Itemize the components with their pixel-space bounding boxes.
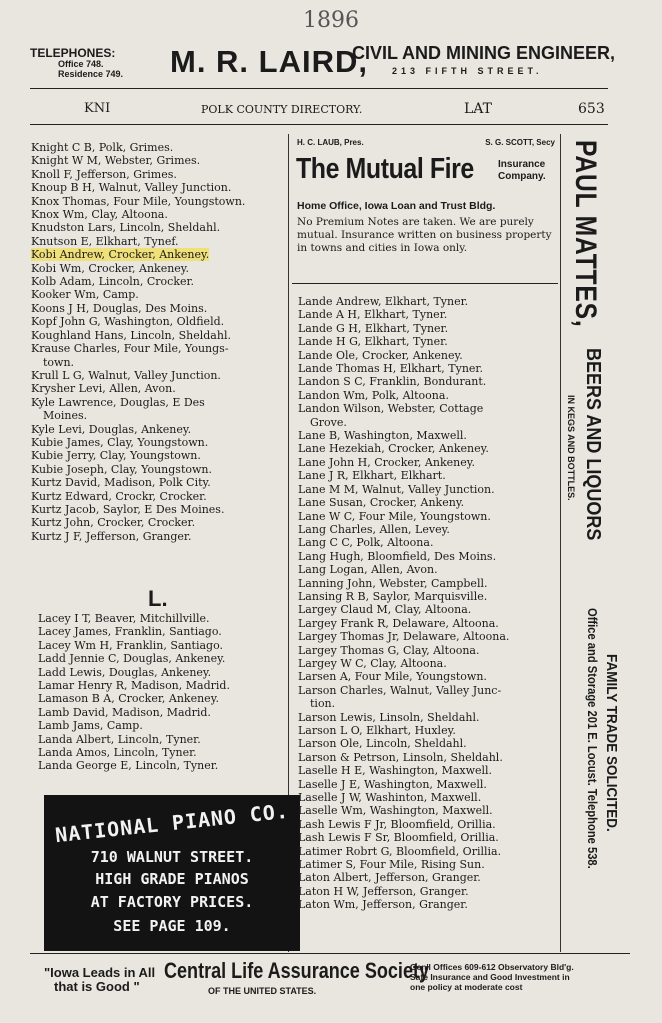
- directory-entry: Largey Claud M, Clay, Altoona.: [298, 603, 472, 617]
- central-life-offices: [410, 962, 574, 992]
- mutual-officers: [297, 138, 555, 147]
- directory-entry: tion.: [310, 697, 336, 711]
- residence-phone: Residence 749.: [58, 69, 124, 79]
- directory-entry: Lane M M, Walnut, Valley Junction.: [298, 482, 495, 496]
- directory-entry: Koughland Hans, Lincoln, Sheldahl.: [31, 328, 231, 342]
- directory-entry: Lacey James, Franklin, Santiago.: [38, 625, 222, 639]
- directory-entry: Kyle Levi, Douglas, Ankeney.: [31, 422, 192, 436]
- directory-entry: Lash Lewis F Sr, Bloomfield, Orillia.: [298, 831, 499, 845]
- left-column-l: [38, 612, 290, 773]
- directory-entry: Kurtz John, Crocker, Crocker.: [31, 516, 196, 530]
- piano-ad-line2: HIGH GRADE PIANOS: [95, 870, 249, 888]
- directory-entry: Latimer S, Four Mile, Rising Sun.: [298, 858, 485, 872]
- directory-entry: Lang C C, Polk, Altoona.: [298, 536, 434, 550]
- directory-entry: Lane B, Washington, Maxwell.: [298, 429, 467, 443]
- mutual-home-office: Home Office, Iowa Loan and Trust Bldg.: [297, 200, 496, 212]
- slogan-line2: that is Good ": [54, 979, 140, 994]
- laird-telephones: [30, 47, 123, 79]
- section-heading-l: L.: [148, 586, 168, 611]
- piano-ad-line1: 710 WALNUT STREET.: [90, 848, 254, 866]
- directory-entry: Knox Thomas, Four Mile, Youngstown.: [31, 194, 246, 208]
- directory-entry: Larson Lewis, Linsoln, Sheldahl.: [298, 710, 480, 724]
- directory-entry: Latimer Robrt G, Bloomfield, Orillia.: [298, 844, 502, 858]
- directory-entry: Lamb Jams, Camp.: [38, 719, 143, 733]
- directory-entry: Larson & Petrson, Linsoln, Sheldahl.: [298, 750, 503, 764]
- national-piano-ad: [44, 795, 300, 951]
- directory-entry: Largey Frank R, Delaware, Altoona.: [298, 616, 499, 630]
- directory-entry: Landa Albert, Lincoln, Tyner.: [38, 732, 201, 746]
- directory-entry: Kurtz J F, Jefferson, Granger.: [31, 529, 192, 543]
- header-center: POLK COUNTY DIRECTORY.: [201, 103, 363, 116]
- header-rule: [30, 124, 608, 125]
- directory-entry: [31, 248, 289, 261]
- directory-entry: Krysher Levi, Allen, Avon.: [31, 382, 176, 396]
- directory-entry: Kurtz Jacob, Saylor, E Des Moines.: [31, 502, 225, 516]
- ad-divider: [560, 134, 561, 952]
- directory-entry: Larson L O, Elkhart, Huxley.: [298, 724, 456, 737]
- year-label: 1896: [303, 8, 359, 33]
- directory-entry: Knight W M, Webster, Grimes.: [31, 154, 201, 168]
- directory-entry: Kubie James, Clay, Youngstown.: [31, 435, 209, 449]
- directory-entry: Lande H G, Elkhart, Tyner.: [298, 335, 448, 349]
- directory-entry: Lamb David, Madison, Madrid.: [38, 705, 211, 719]
- mutual-rule: [292, 283, 558, 284]
- header-right: LAT: [464, 101, 492, 117]
- directory-entry: Krull L G, Walnut, Valley Junction.: [31, 368, 221, 382]
- mutual-company-word: Company.: [498, 171, 546, 182]
- slogan-line1: "Iowa Leads in All: [44, 965, 156, 980]
- mattes-product: BEERS AND LIQUORS: [582, 348, 604, 541]
- directory-entry: Laton Albert, Jefferson, Granger.: [298, 871, 481, 885]
- directory-entry: Lane John H, Crocker, Ankeney.: [298, 455, 475, 469]
- directory-entry: Lane Susan, Crocker, Ankeny.: [298, 496, 465, 510]
- directory-entry: Lande A H, Elkhart, Tyner.: [298, 308, 448, 322]
- mutual-company-label: [498, 159, 546, 183]
- directory-entry: Knight C B, Polk, Grimes.: [31, 141, 174, 154]
- bottom-rule: [30, 953, 630, 954]
- directory-entry: Kobi Wm, Crocker, Ankeney.: [31, 261, 190, 275]
- directory-entry: Kolb Adam, Lincoln, Crocker.: [31, 275, 195, 289]
- directory-entry: Larson Charles, Walnut, Valley Junc-: [298, 683, 502, 697]
- directory-entry: Koons J H, Douglas, Des Moins.: [31, 301, 208, 315]
- central-life-gen3: one policy at moderate cost: [410, 982, 523, 992]
- directory-entry: Lamason B A, Crocker, Ankeney.: [38, 692, 219, 706]
- directory-entry: Lane Hezekiah, Crocker, Ankeney.: [298, 442, 489, 456]
- directory-entry: Lande Thomas H, Elkhart, Tyner.: [298, 362, 483, 376]
- directory-entry: Knoll F, Jefferson, Grimes.: [31, 167, 177, 181]
- central-life-of: OF THE UNITED STATES.: [208, 986, 317, 996]
- directory-entry: Laton Wm, Jefferson, Granger.: [298, 898, 468, 912]
- directory-entry: Ladd Jennie C, Douglas, Ankeney.: [38, 652, 226, 666]
- directory-entry: Landon Wm, Polk, Altoona.: [298, 388, 449, 402]
- piano-ad-title: NATIONAL PIANO CO.: [54, 798, 290, 848]
- directory-entry: Knudston Lars, Lincoln, Sheldahl.: [31, 221, 221, 235]
- directory-entry: Landa George E, Lincoln, Tyner.: [38, 759, 219, 773]
- directory-entry: Lansing R B, Saylor, Marquisville.: [298, 589, 488, 603]
- telephones-label: TELEPHONES:: [30, 46, 116, 60]
- directory-entry: Kurtz Edward, Crockr, Crocker.: [31, 489, 207, 503]
- directory-entry: Largey Thomas G, Clay, Altoona.: [298, 643, 480, 657]
- top-rule: [30, 88, 608, 89]
- directory-entry: Knoup B H, Walnut, Valley Junction.: [31, 181, 232, 195]
- directory-entry: Lacey I T, Beaver, Mitchillville.: [38, 612, 210, 625]
- directory-entry: Grove.: [310, 415, 347, 429]
- central-life-name: Central Life Assurance Society: [164, 958, 430, 983]
- directory-entry: Larsen A, Four Mile, Youngstown.: [298, 670, 487, 684]
- directory-entry: Kubie Jerry, Clay, Youngstown.: [31, 449, 201, 463]
- mattes-packaging: IN KEGS AND BOTTLES.: [566, 395, 576, 501]
- directory-entry: Kyle Lawrence, Douglas, E Des: [31, 395, 205, 409]
- directory-entry: Moines.: [43, 409, 88, 423]
- mutual-body: No Premium Notes are taken. We are purely mutual. Insurance written on business property in towns and cities in Iowa only.: [297, 216, 552, 254]
- directory-entry: Krause Charles, Four Mile, Youngs-: [31, 342, 229, 356]
- directory-entry: Lang Hugh, Bloomfield, Des Moins.: [298, 549, 497, 563]
- office-phone: Office 748.: [58, 59, 104, 69]
- directory-entry: Landon S C, Franklin, Bondurant.: [298, 375, 487, 389]
- directory-entry: Kubie Joseph, Clay, Youngstown.: [31, 462, 212, 476]
- mattes-trade: FAMILY TRADE SOLICITED.: [603, 654, 620, 832]
- directory-entry: Lamar Henry R, Madison, Madrid.: [38, 679, 230, 693]
- directory-entry: Lang Logan, Allen, Avon.: [298, 563, 438, 577]
- directory-entry: Lane W C, Four Mile, Youngstown.: [298, 509, 491, 523]
- directory-entry: Lanning John, Webster, Campbell.: [298, 576, 488, 590]
- directory-entry: Lande Ole, Crocker, Ankeney.: [298, 348, 463, 362]
- directory-entry: Laton H W, Jefferson, Granger.: [298, 884, 469, 898]
- directory-entry: Lacey Wm H, Franklin, Santiago.: [38, 638, 224, 652]
- highlighted-entry: Kobi Andrew, Crocker, Ankeney.: [31, 248, 210, 262]
- piano-ad-line4: SEE PAGE 109.: [113, 917, 231, 935]
- directory-entry: Lang Charles, Allen, Levey.: [298, 522, 450, 536]
- page-number: 653: [578, 101, 605, 117]
- central-life-slogan: [44, 966, 155, 994]
- directory-entry: Laselle J W, Washinton, Maxwell.: [298, 791, 482, 805]
- directory-entry: town.: [43, 355, 75, 369]
- mattes-name: PAUL MATTES,: [569, 140, 602, 328]
- directory-entry: Laselle J E, Washington, Maxwell.: [298, 777, 487, 791]
- directory-entry: Largey Thomas Jr, Delaware, Altoona.: [298, 630, 510, 644]
- piano-ad-line3: AT FACTORY PRICES.: [90, 893, 254, 911]
- directory-entry: Knox Wm, Clay, Altoona.: [31, 208, 168, 222]
- laird-address: 213 FIFTH STREET.: [392, 66, 543, 76]
- directory-entry: Laselle H E, Washington, Maxwell.: [298, 764, 493, 778]
- mutual-president: H. C. LAUB, Pres.: [297, 138, 364, 147]
- mattes-office: Office and Storage 201 E. Locust. Telephone 538.: [585, 608, 600, 869]
- directory-entry: Largey W C, Clay, Altoona.: [298, 656, 447, 670]
- directory-entry: Larson Ole, Lincoln, Sheldahl.: [298, 737, 467, 751]
- directory-entry: Lande G H, Elkhart, Tyner.: [298, 321, 449, 335]
- mutual-insurance-word: Insurance: [498, 159, 546, 170]
- laird-profession: CIVIL AND MINING ENGINEER,: [352, 43, 616, 63]
- mutual-secretary: S. G. SCOTT, Secy: [485, 138, 555, 147]
- directory-entry: Kurtz David, Madison, Polk City.: [31, 476, 211, 490]
- directory-entry: Landa Amos, Lincoln, Tyner.: [38, 746, 197, 760]
- directory-entry: Kopf John G, Washington, Oldfield.: [31, 315, 225, 329]
- directory-entry: Lash Lewis F Jr, Bloomfield, Orillia.: [298, 817, 496, 831]
- directory-entry: Laselle Wm, Washington, Maxwell.: [298, 804, 493, 818]
- left-column-k: [31, 141, 289, 543]
- right-column: [298, 295, 560, 912]
- central-life-gen1: Gen'l Offices 609-612 Observatory Bld'g.: [410, 962, 574, 972]
- header-left: KNI: [84, 101, 111, 116]
- central-life-gen2: Safe Insurance and Good Investment in: [410, 972, 570, 982]
- directory-entry: Ladd Lewis, Douglas, Ankeney.: [38, 665, 212, 679]
- directory-entry: Landon Wilson, Webster, Cottage: [298, 402, 484, 416]
- mutual-title: The Mutual Fire: [296, 153, 474, 185]
- laird-name: M. R. LAIRD,: [170, 44, 368, 79]
- directory-entry: Lande Andrew, Elkhart, Tyner.: [298, 295, 469, 308]
- directory-entry: Lane J R, Elkhart, Elkhart.: [298, 469, 446, 483]
- directory-entry: Knutson E, Elkhart, Tynef.: [31, 234, 179, 248]
- directory-entry: Kooker Wm, Camp.: [31, 288, 139, 302]
